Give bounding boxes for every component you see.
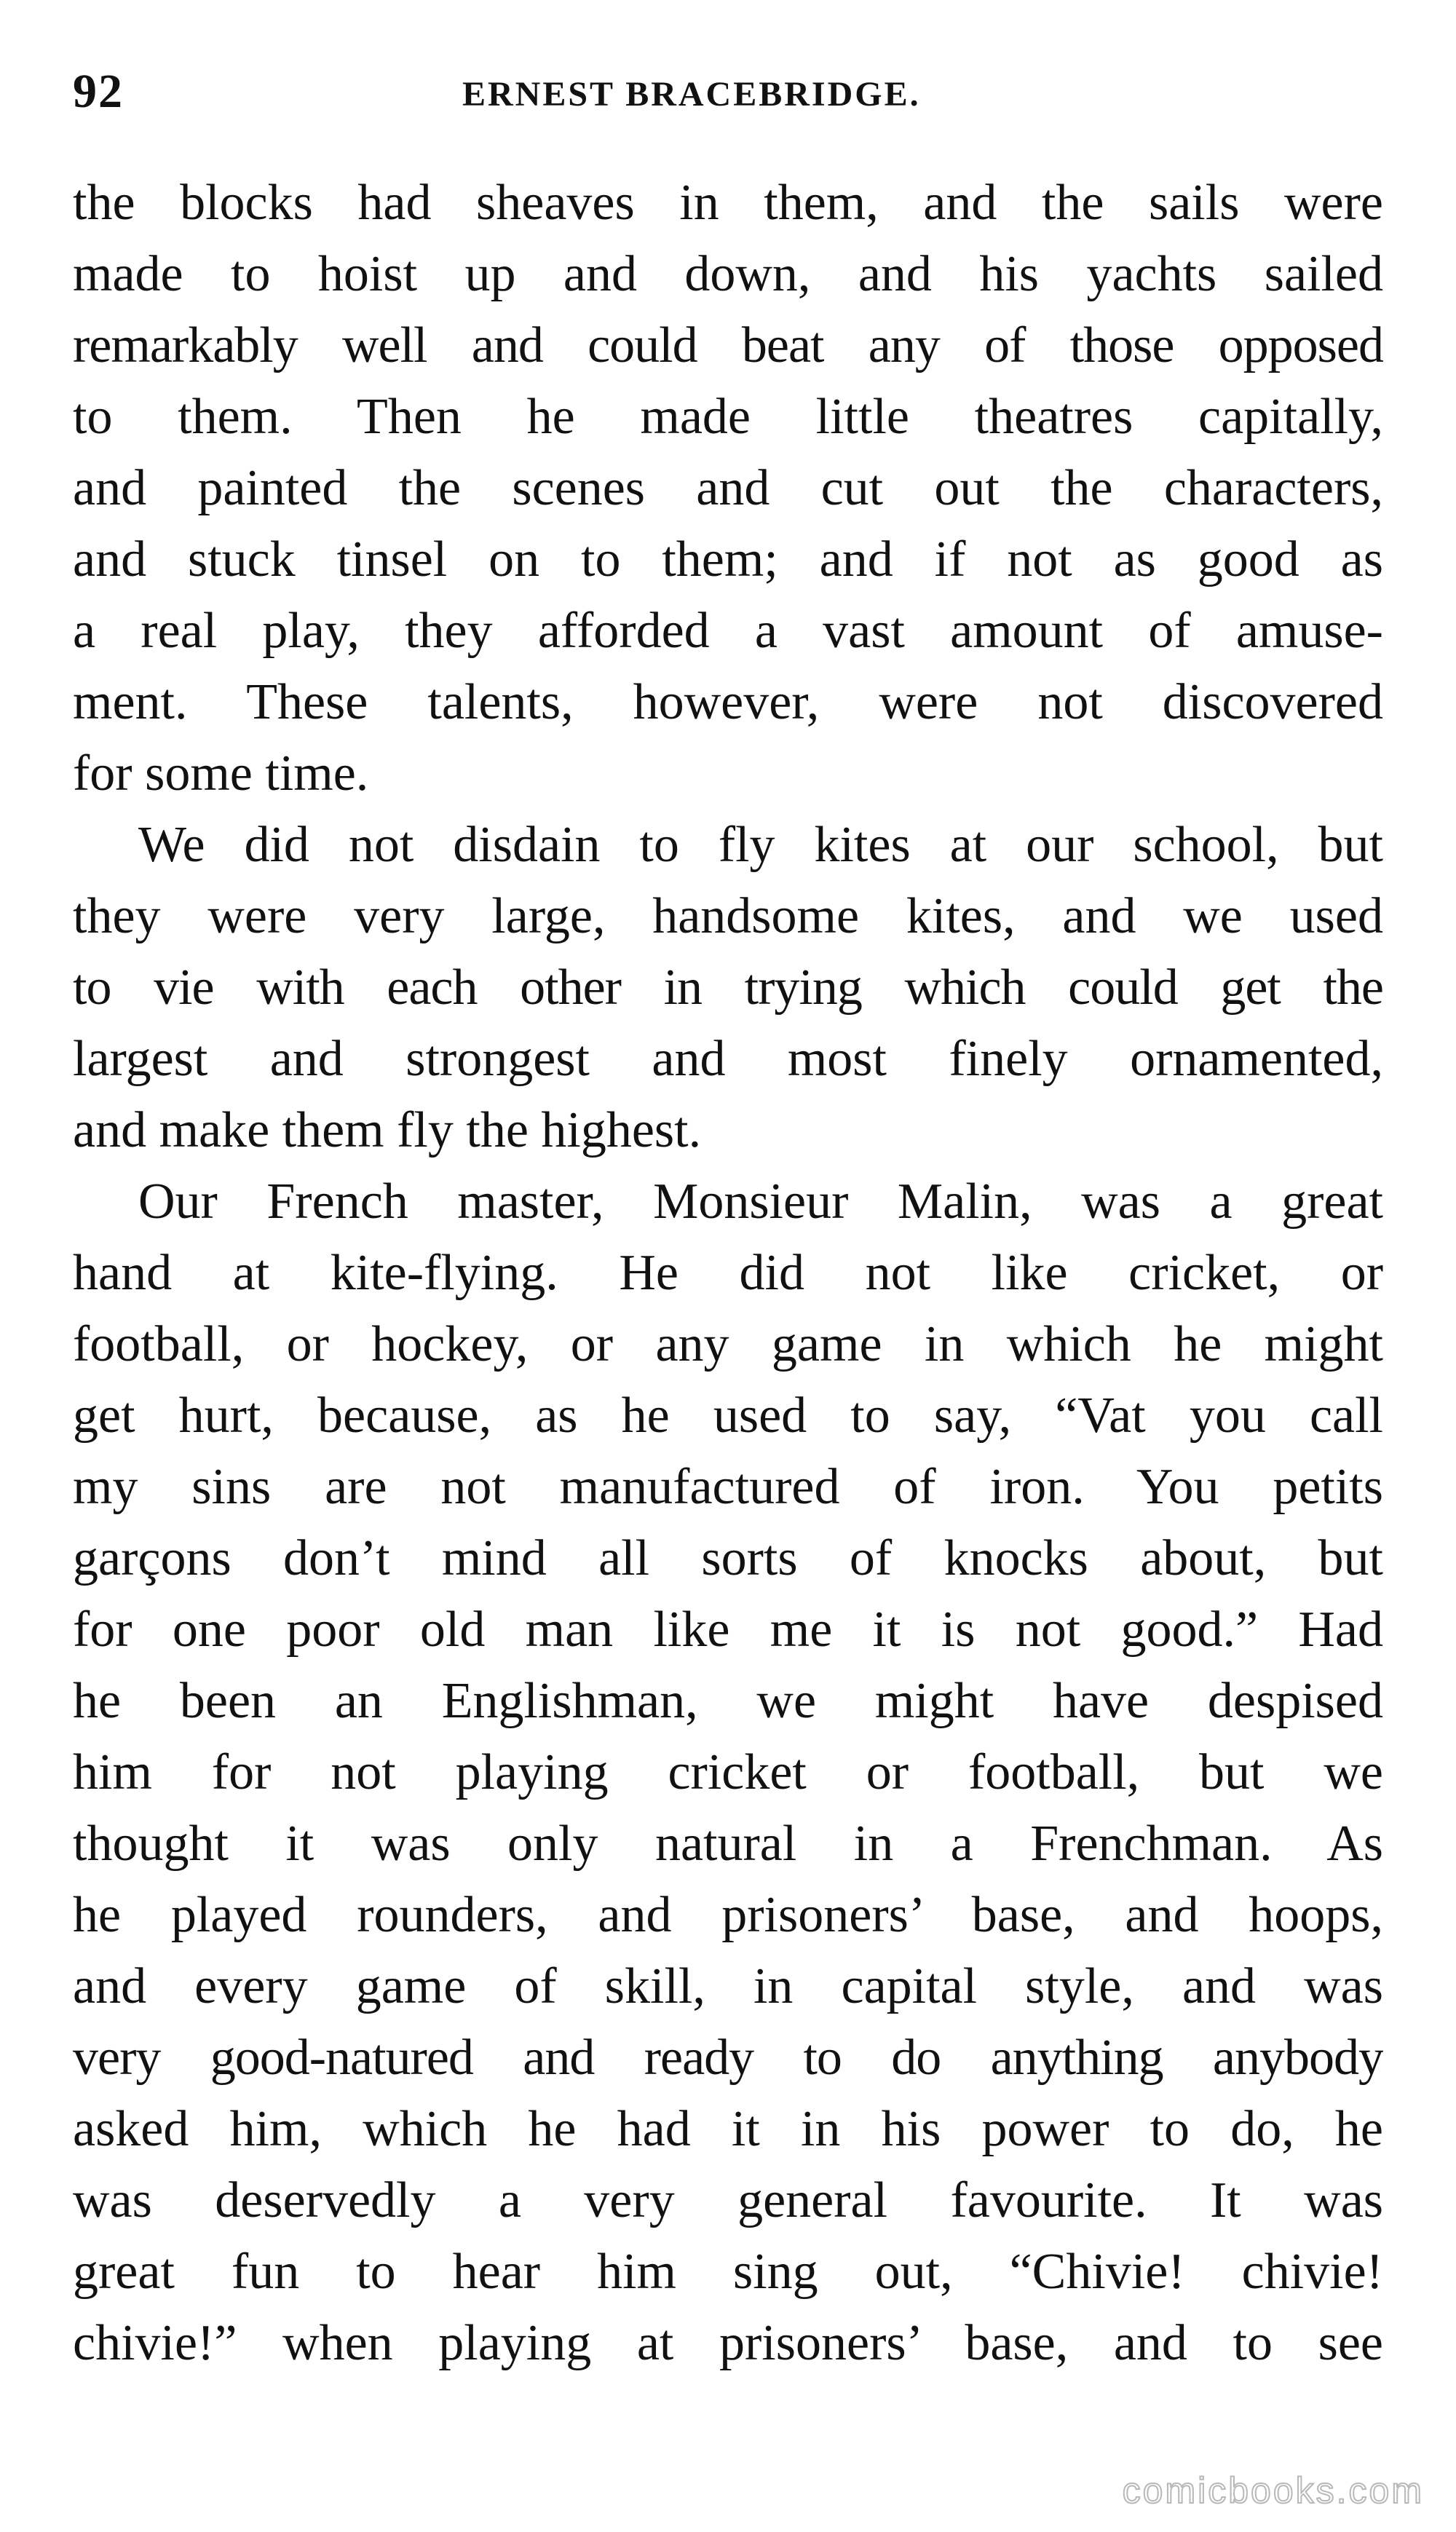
text-line: remarkably well and could beat any of those opposed [73,317,1383,373]
text-line: ment. These talents, however, were not discovered [73,674,1383,730]
text-line: him for not playing cricket or football, but we [73,1744,1383,1800]
text-line: a real play, they afforded a vast amount of amuse- [73,603,1383,659]
text-line: and stuck tinsel on to them; and if not as good as [73,531,1383,587]
text-line: he played rounders, and prisoners’ base, and hoops, [73,1887,1383,1943]
text-line: my sins are not manufactured of iron. You petits [73,1459,1383,1515]
text-line: chivie!” when playing at prisoners’ base, and to see [73,2315,1383,2371]
text-line: football, or hockey, or any game in which he might [73,1316,1383,1372]
text-line: the blocks had sheaves in them, and the sails were [73,175,1383,231]
text-line: and painted the scenes and cut out the characters, [73,460,1383,516]
body-text [73,167,1383,2379]
text-line: thought it was only natural in a Frenchman. As [73,1816,1383,1872]
text-line: garçons don’t mind all sorts of knocks about, but [73,1530,1383,1586]
text-line: largest and strongest and most finely ornamented, [73,1031,1383,1087]
paragraph-1 [73,167,1383,810]
text-line: and make them fly the highest. [73,1102,702,1158]
text-line: Our French master, Monsieur Malin, was a great [138,1174,1383,1230]
text-line: to them. Then he made little theatres capitally, [73,389,1383,445]
paragraph-2 [73,810,1383,1166]
text-line: We did not disdain to fly kites at our school, but [138,817,1383,873]
text-line: very good-natured and ready to do anything anybody [73,2030,1383,2086]
text-line: get hurt, because, as he used to say, “Vat you call [73,1388,1383,1444]
text-line: was deservedly a very general favourite. It was [73,2172,1383,2228]
text-line: made to hoist up and down, and his yachts sailed [73,246,1383,302]
paragraph-3 [73,1166,1383,2379]
text-line: they were very large, handsome kites, and we used [73,888,1383,944]
running-head [73,64,1383,130]
page-number: 92 [73,65,124,118]
text-line: asked him, which he had it in his power to do, he [73,2101,1383,2157]
text-line: great fun to hear him sing out, “Chivie! chivie! [73,2244,1383,2300]
text-line: for one poor old man like me it is not good.” Had [73,1602,1383,1658]
text-line: and every game of skill, in capital style, and was [73,1958,1383,2014]
text-line: he been an Englishman, we might have despised [73,1673,1383,1729]
watermark: comicbooks.com [1122,2470,1424,2511]
running-title: ERNEST BRACEBRIDGE. [462,75,921,114]
text-line: for some time. [73,745,369,802]
text-line: hand at kite-flying. He did not like cricket, or [73,1245,1383,1301]
text-line: to vie with each other in trying which could get the [73,960,1383,1016]
